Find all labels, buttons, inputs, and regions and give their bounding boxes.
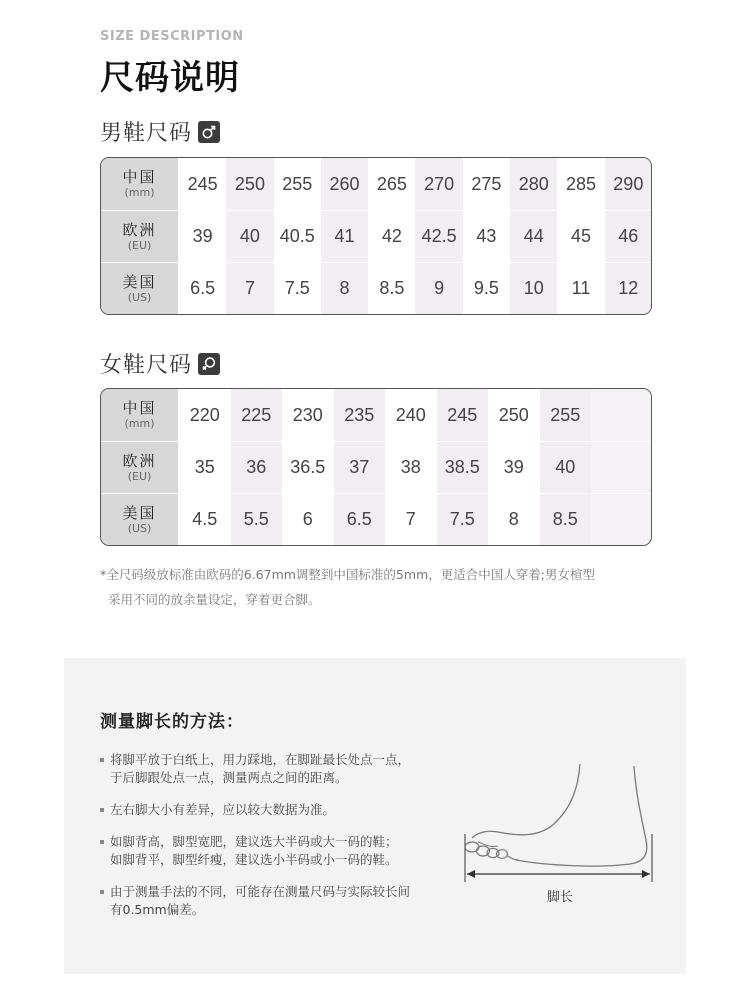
men-row-eu: [101, 210, 651, 262]
women-section-title: [100, 348, 220, 379]
tip-line: 由于测量手法的不同，可能存在测量尺码与实际较长间: [110, 884, 411, 899]
row-header-unit: (US): [127, 521, 152, 535]
men-size-table: [100, 157, 652, 315]
row-header-label: 中国: [122, 399, 157, 417]
measure-tips: [100, 751, 460, 933]
row-header-unit: (mm): [124, 186, 155, 199]
women-section-label: 女鞋尺码: [100, 353, 193, 378]
eyebrow-label: SIZE DESCRIPTION: [100, 29, 244, 44]
size-cell: 10: [510, 263, 557, 314]
size-cell: 11: [571, 278, 591, 298]
size-cell: 9.5: [473, 278, 499, 298]
size-cell: 35: [194, 457, 215, 477]
tip-item: [100, 801, 460, 819]
note-line-2: 采用不同的放余量设定，穿着更合脚。: [108, 592, 321, 607]
page-title: 尺码说明: [100, 58, 240, 98]
size-cell: 230: [292, 404, 323, 425]
size-cell: 7: [226, 263, 273, 314]
tip-line: 如脚背平，脚型纤瘦，建议选小半码或小一码的鞋。: [110, 852, 398, 867]
row-header-unit: (US): [127, 290, 152, 304]
women-row-cn: [101, 389, 651, 441]
size-cell: 270: [415, 158, 462, 210]
row-header-label: 美国: [122, 503, 157, 522]
size-cell: 250: [226, 158, 273, 210]
size-cell: 225: [231, 389, 283, 441]
size-cell: 39: [192, 226, 213, 246]
male-symbol-icon: [198, 121, 220, 143]
size-cell: 245: [187, 173, 218, 194]
size-cell: 250: [498, 404, 529, 425]
measure-title: 测量脚长的方法：: [100, 712, 244, 732]
row-header: [101, 211, 179, 262]
size-cell: 6.5: [334, 494, 386, 545]
size-cell: 285: [566, 173, 597, 194]
size-cell: 12: [605, 263, 652, 314]
size-cell: 255: [540, 389, 592, 441]
size-cell: 41: [321, 211, 368, 262]
row-header: [101, 442, 179, 493]
size-cell: 245: [437, 389, 489, 441]
empty-cell: [591, 442, 651, 493]
size-cell: 240: [395, 404, 426, 425]
row-header: [101, 389, 179, 441]
size-cell: 38.5: [437, 442, 489, 493]
row-header: [101, 263, 179, 314]
measure-panel: [64, 658, 686, 974]
row-header-unit: (EU): [127, 469, 152, 483]
bullet-icon: [100, 840, 104, 844]
size-cell: 280: [510, 158, 557, 210]
tip-line: 左右脚大小有差异，应以较大数据为准。: [110, 802, 336, 817]
tip-item: [100, 883, 460, 919]
size-cell: 265: [376, 173, 407, 194]
size-cell: 7.5: [284, 278, 310, 298]
size-cell: 8.5: [379, 278, 405, 298]
empty-cell: [591, 494, 651, 545]
women-row-us: [101, 493, 651, 545]
tip-line: 将脚平放于白纸上，用力踩地，在脚趾最长处点一点，: [110, 752, 411, 767]
size-cell: 260: [321, 158, 368, 210]
size-cell: 44: [510, 211, 557, 262]
size-cell: 6.5: [190, 278, 216, 298]
size-cell: 275: [471, 173, 502, 194]
size-cell: 36: [231, 442, 283, 493]
row-header: [101, 158, 179, 210]
size-cell: 8.5: [540, 494, 592, 545]
size-cell: 8: [321, 263, 368, 314]
men-row-us: [101, 262, 651, 314]
row-header-label: 欧洲: [122, 451, 157, 470]
size-cell: 36.5: [290, 457, 326, 477]
bullet-icon: [100, 758, 104, 762]
size-cell: 5.5: [231, 494, 283, 545]
size-cell: 6: [302, 509, 313, 529]
men-section-label: 男鞋尺码: [100, 121, 193, 146]
tip-line: 如脚背高，脚型宽肥，建议选大半码或大一码的鞋；: [110, 834, 398, 849]
bullet-icon: [100, 808, 104, 812]
size-cell: 220: [189, 404, 220, 425]
women-size-table: [100, 388, 652, 546]
bullet-icon: [100, 890, 104, 894]
row-header-label: 中国: [122, 168, 157, 186]
row-header: [101, 494, 179, 545]
size-cell: 235: [334, 389, 386, 441]
sizing-note: [100, 562, 660, 612]
size-cell: 40: [540, 442, 592, 493]
size-cell: 40: [226, 211, 273, 262]
men-row-cn: [101, 158, 651, 210]
size-cell: 7.5: [437, 494, 489, 545]
tip-line: 有0.5mm偏差。: [110, 902, 205, 917]
size-cell: 46: [605, 211, 652, 262]
row-header-label: 美国: [122, 272, 157, 291]
size-cell: 42: [381, 226, 402, 246]
female-symbol-icon: [198, 353, 220, 375]
note-line-1: *全尺码级放标准由欧码的6.67mm调整到中国标准的5mm，更适合中国人穿着;男女楦型: [100, 567, 595, 582]
size-cell: 4.5: [192, 509, 218, 529]
row-header-label: 欧洲: [122, 220, 157, 239]
size-cell: 255: [282, 173, 313, 194]
size-cell: 45: [571, 226, 592, 246]
size-cell: 290: [605, 158, 652, 210]
tip-item: [100, 751, 460, 787]
size-cell: 8: [508, 509, 519, 529]
foot-length-label: 脚长: [547, 890, 574, 905]
row-header-unit: (EU): [127, 238, 152, 252]
empty-cell: [591, 389, 651, 441]
size-cell: 7: [405, 509, 416, 529]
women-row-eu: [101, 441, 651, 493]
size-cell: 43: [476, 226, 497, 246]
men-section-title: [100, 116, 220, 147]
size-cell: 37: [334, 442, 386, 493]
row-header-unit: (mm): [124, 417, 155, 430]
tip-item: [100, 833, 460, 869]
size-cell: 39: [503, 457, 524, 477]
tip-line: 于后脚跟处点一点，测量两点之间的距离。: [110, 770, 348, 785]
size-cell: 38: [400, 457, 421, 477]
size-cell: 42.5: [415, 211, 462, 262]
size-cell: 9: [415, 263, 462, 314]
size-cell: 40.5: [279, 226, 315, 246]
